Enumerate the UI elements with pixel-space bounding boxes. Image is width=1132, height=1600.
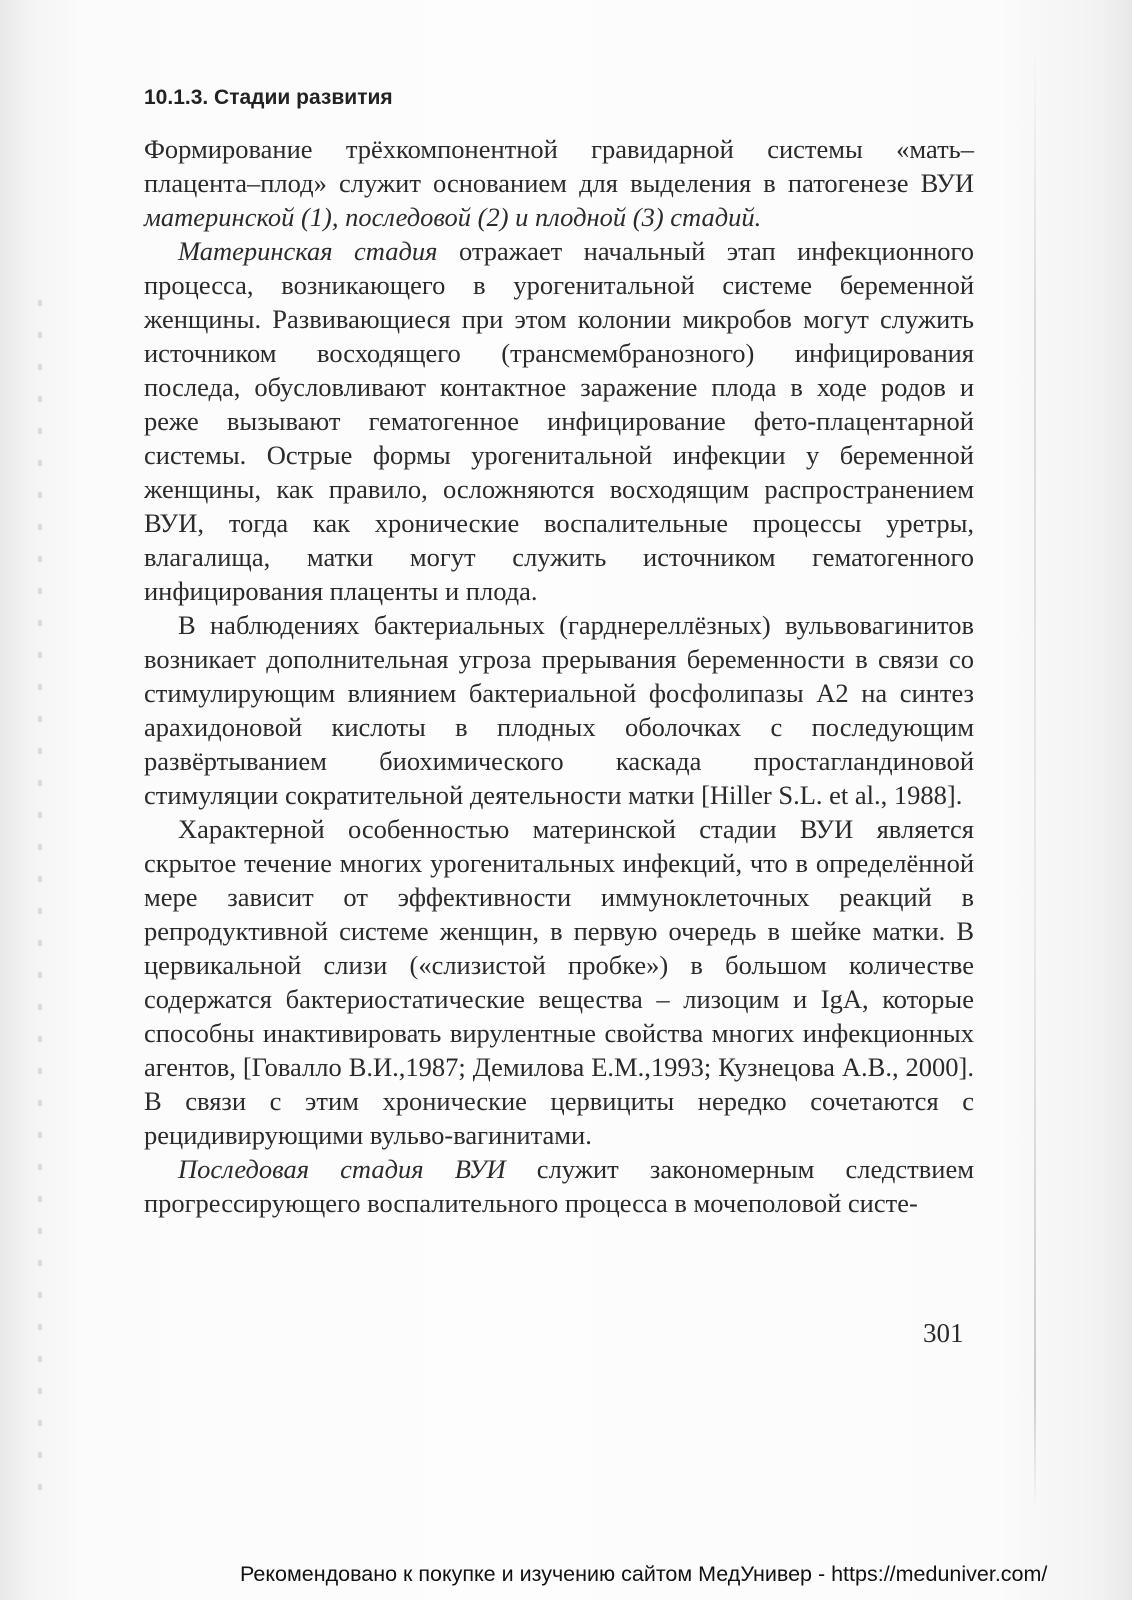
paragraph-5 [144,1152,974,1220]
page-edge-shadow [1034,40,1036,1510]
footer-recommendation: Рекомендовано к покупке и изучению сайтом МедУнивер - https://meduniver.com/ [240,1562,1048,1586]
paragraph-1-text: Формирование трёхкомпонентной гравидарной системы «мать–плацента–плод» служит основанием для выделения в патогенезе ВУИ [144,134,974,198]
binding-edge-shadow [38,300,42,1500]
paragraph-2 [144,234,974,608]
paragraph-2-text: отражает начальный этап инфекционного процесса, возникающего в урогенитальной системе беременной женщины. Развивающиеся при этом колонии микробов могут служить источником восходящего (трансмембранозного) инфицирования последа, обусловливают контактное заражение плода в ходе родов и реже вызывают гематогенное инфицирование фето-плацентарной системы. Острые формы урогенитальной инфекции у беременной женщины, как правило, осложняются восходящим распространением ВУИ, тогда как хронические воспалительные процессы уретры, влагалища, матки могут служить источником гематогенного инфицирования плаценты и плода. [144,236,974,606]
paragraph-3-text: В наблюдениях бактериальных (гарднереллёзных) вульвовагинитов возникает дополнительная угроза прерывания беременности в связи со стимулирующим влиянием бактериальной фосфолипазы А2 на синтез арахидоновой кислоты в плодных оболочках с последующим развёртыванием биохимического каскада простагландиновой стимуляции сократительной деятельности матки [Hiller S.L. et al., 1988]. [144,610,974,810]
paragraph-1 [144,132,974,234]
paragraph-5-italic: Последовая стадия ВУИ [178,1154,506,1184]
paragraph-5-text: служит закономерным следствием прогрессирующего воспалительного процесса в мочеполовой систе- [144,1154,974,1218]
page-body [144,86,974,1220]
paragraph-3 [144,608,974,812]
paragraph-4 [144,812,974,1152]
page-number: 301 [923,1318,964,1348]
paragraph-4-text: Характерной особенностью материнской стадии ВУИ является скрытое течение многих урогенитальных инфекций, что в определённой мере зависит от эффективности иммуноклеточных реакций в репродуктивной системе женщин, в первую очередь в шейке матки. В цервикальной слизи («слизистой пробке») в большом количестве содержатся бактериостатические вещества – лизоцим и IgA, которые способны инактивировать вирулентные свойства многих инфекционных агентов, [Говалло В.И.,1987; Демилова Е.М.,1993; Кузнецова А.В., 2000]. В связи с этим хронические цервициты нередко сочетаются с рецидивирующими вульво-вагинитами. [144,814,974,1150]
paragraph-2-italic: Материнская стадия [178,236,438,266]
section-heading: 10.1.3. Стадии развития [144,86,393,109]
paragraph-1-italic: материнской (1), последовой (2) и плодной (3) стадий. [144,202,762,232]
